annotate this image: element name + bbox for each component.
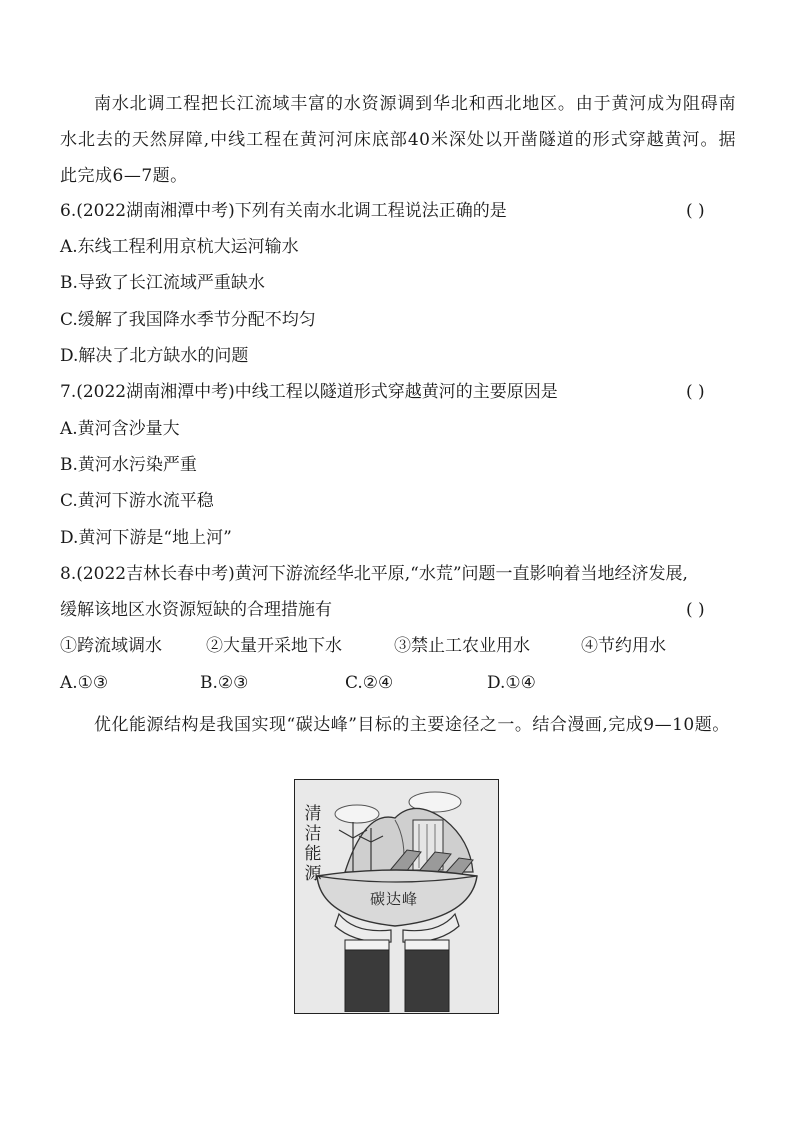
question-6-answer-blank[interactable]: ( ) [686,201,705,221]
question-6-stem: 6.(2022湖南湘潭中考)下列有关南水北调工程说法正确的是 [60,201,507,221]
carbon-peak-cartoon [294,779,499,1014]
clean-energy-char-2: 洁 [304,824,322,844]
question-6-option-d[interactable]: D.解决了北方缺水的问题 [60,346,249,366]
question-8-option-d[interactable]: D.①④ [487,673,536,693]
question-8-item-1: ①跨流域调水 [60,636,162,656]
question-7-option-b[interactable]: B.黄河水污染严重 [60,455,197,475]
clean-energy-char-3: 能 [304,844,322,864]
question-7-option-c[interactable]: C.黄河下游水流平稳 [60,491,214,511]
clean-energy-char-1: 清 [304,804,322,824]
question-7-stem: 7.(2022湖南湘潭中考)中线工程以隧道形式穿越黄河的主要原因是 [60,382,558,402]
question-7-option-d[interactable]: D.黄河下游是“地上河” [60,528,232,548]
question-8-answer-blank[interactable]: ( ) [686,600,705,620]
question-8-item-2: ②大量开采地下水 [206,636,342,656]
question-8-option-c[interactable]: C.②④ [345,673,394,693]
question-8-item-3: ③禁止工农业用水 [394,636,530,656]
question-7-option-a[interactable]: A.黄河含沙量大 [60,419,180,439]
question-7-answer-blank[interactable]: ( ) [686,382,705,402]
question-6-option-b[interactable]: B.导致了长江流域严重缺水 [60,273,265,293]
question-8-stem-line-2: 缓解该地区水资源短缺的合理措施有 [60,600,332,620]
question-8-item-4: ④节约用水 [581,636,666,656]
question-6-option-a[interactable]: A.东线工程利用京杭大运河输水 [60,237,299,257]
intro-paragraph-carbon-peak: 优化能源结构是我国实现“碳达峰”目标的主要途径之一。结合漫画,完成9—10题。 [94,715,730,735]
question-8-option-b[interactable]: B.②③ [200,673,249,693]
clean-energy-vertical-label [303,804,323,884]
question-8-stem-line-1: 8.(2022吉林长春中考)黄河下游流经华北平原,“水荒”问题一直影响着当地经济发展, [60,564,688,584]
carbon-peak-bowl-label: 碳达峰 [370,890,419,908]
question-6-option-c[interactable]: C.缓解了我国降水季节分配不均匀 [60,310,316,330]
clean-energy-char-4: 源 [304,864,322,884]
question-8-option-a[interactable]: A.①③ [60,673,109,693]
intro-paragraph-south-north: 南水北调工程把长江流域丰富的水资源调到华北和西北地区。由于黄河成为阻碍南水北去的天然屏障,中线工程在黄河河床底部40米深处以开凿隧道的形式穿越黄河。据此完成6—7题。 [60,94,736,186]
